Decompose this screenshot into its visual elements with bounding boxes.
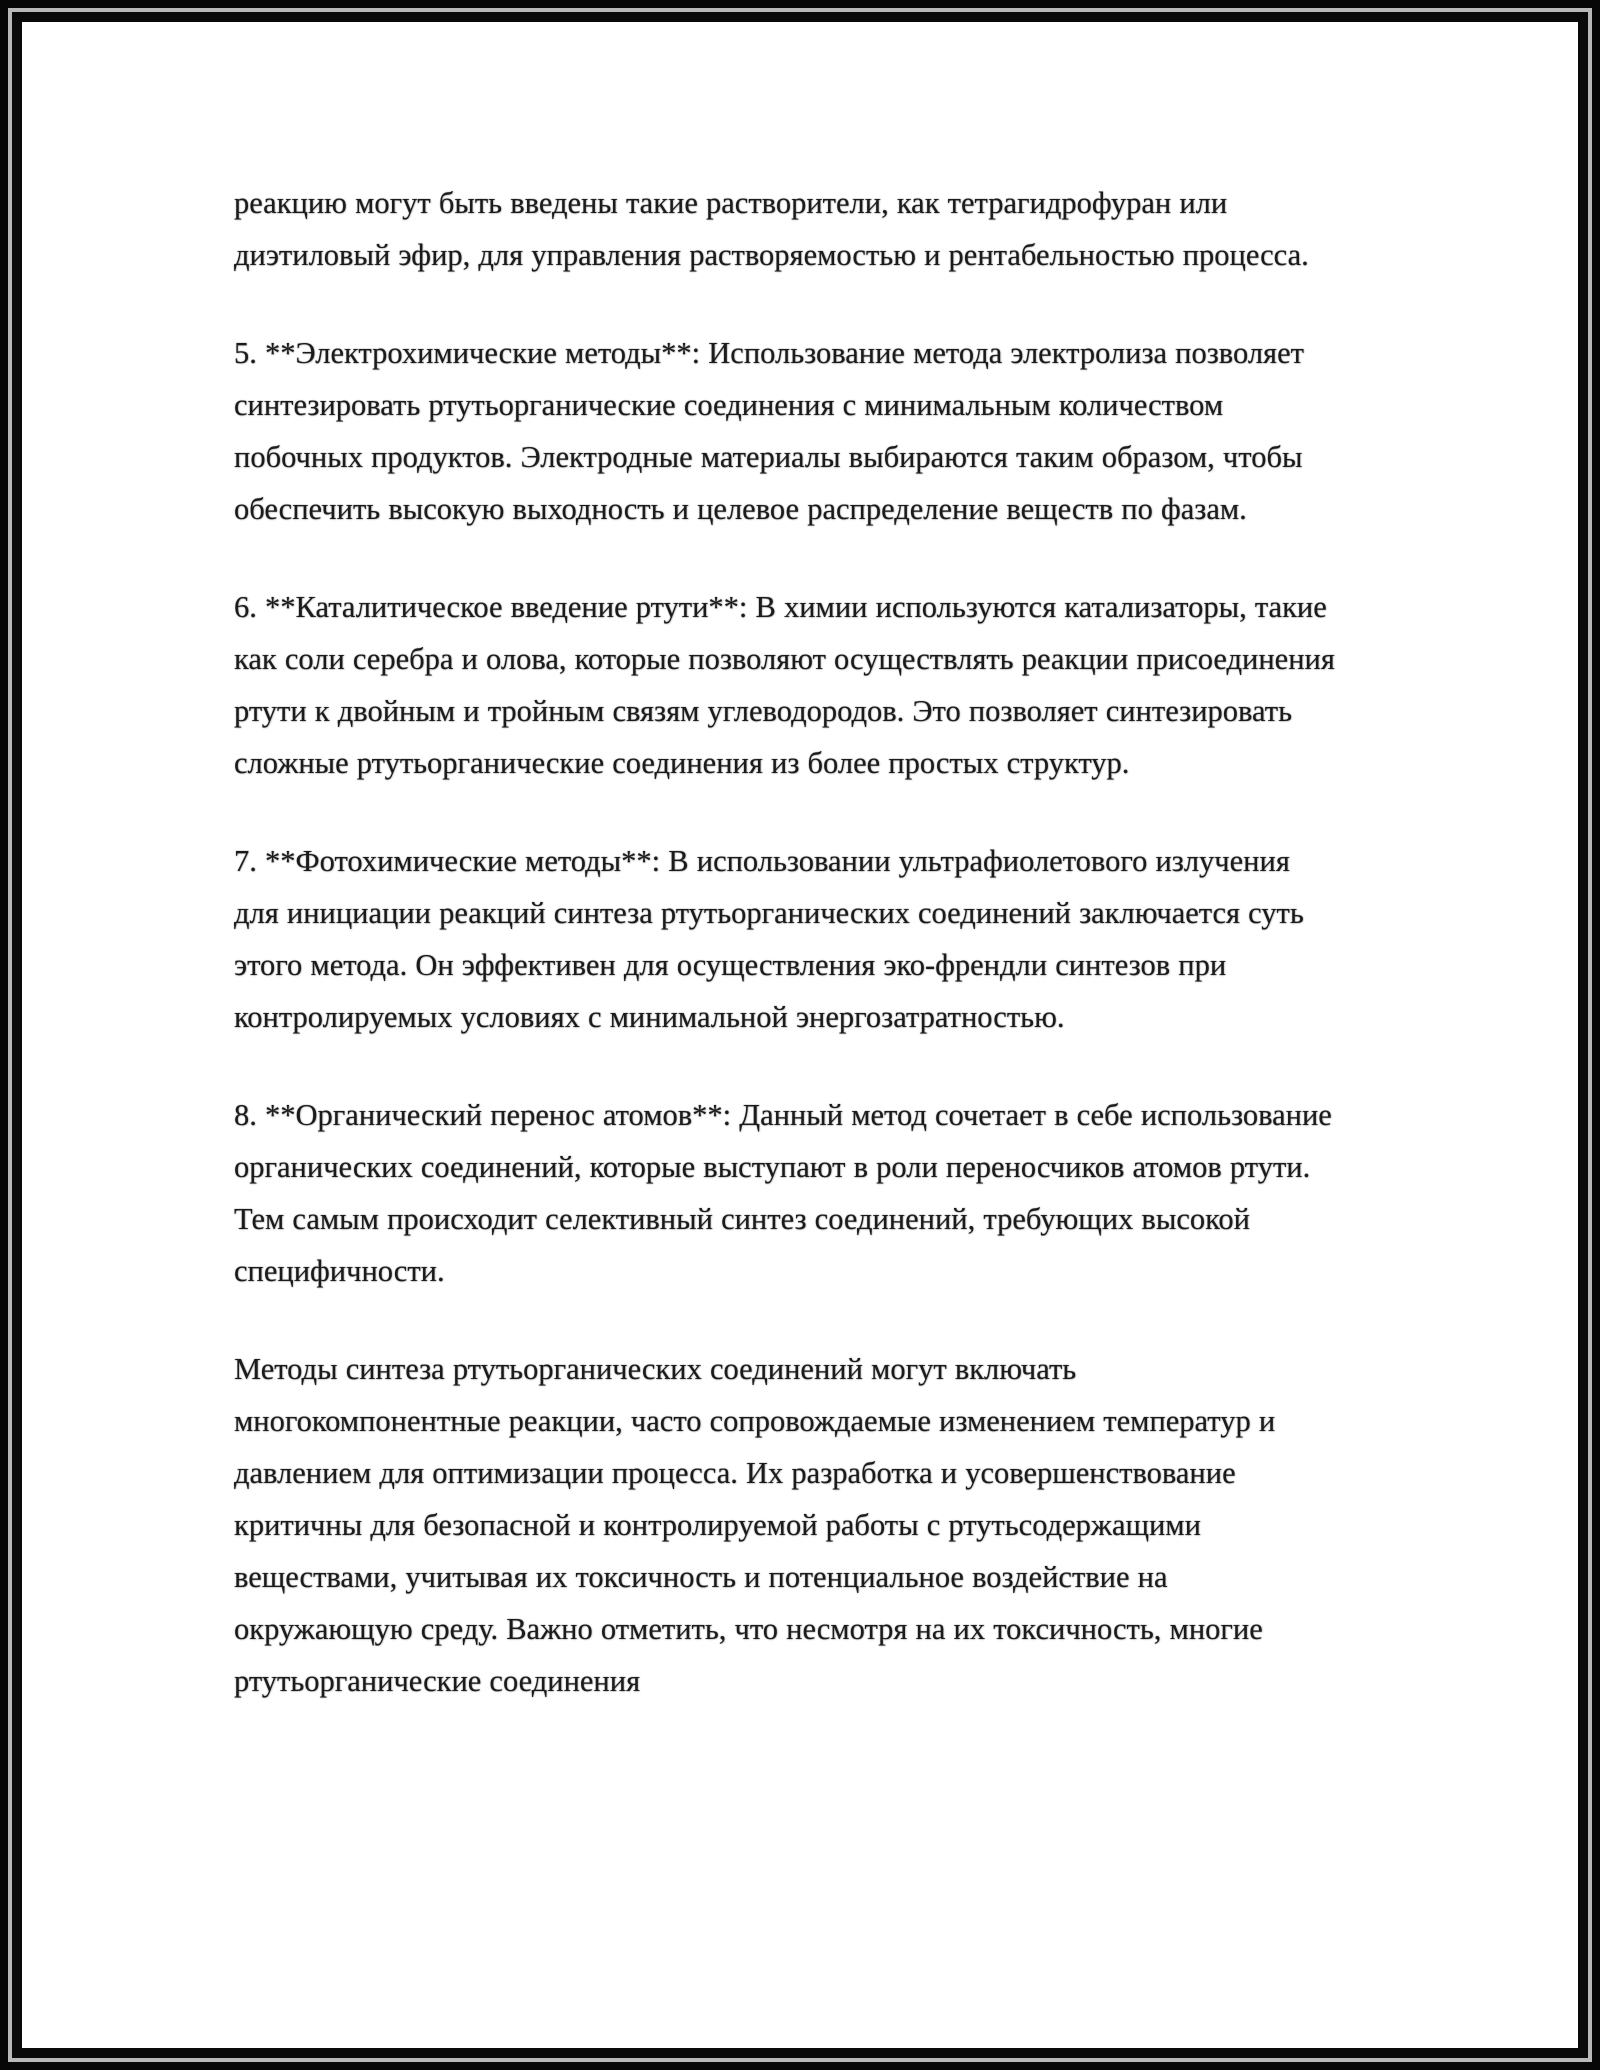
paragraph-continuation: реакцию могут быть введены такие растворители, как тетрагидрофуран или диэтиловый эфир, для управления растворяемостью и рентабельностью процесса. xyxy=(234,186,1309,272)
document-sheet xyxy=(22,22,1578,2048)
paragraph-item-8: 8. **Органический перенос атомов**: Данный метод сочетает в себе использование органических соединений, которые выступают в роли переносчиков атомов ртути. Тем самым происходит селективный синтез соединений, требующих высокой специфичности. xyxy=(234,1098,1332,1288)
paragraph-item-5: 5. **Электрохимические методы**: Использование метода электролиза позволяет синтезировать ртутьорганические соединения с минимальным количеством побочных продуктов. Электродные материалы выбираются таким образом, чтобы обеспечить высокую выходность и целевое распределение веществ по фазам. xyxy=(234,336,1304,526)
paragraph-item-7: 7. **Фотохимические методы**: В использовании ультрафиолетового излучения для инициации реакций синтеза ртутьорганических соединений заключается суть этого метода. Он эффективен для осуществления эко-френдли синтезов при контролируемых условиях с минимальной энергозатратностью. xyxy=(234,844,1304,1034)
document-text-body xyxy=(234,177,1339,1707)
paragraph-item-6: 6. **Каталитическое введение ртути**: В химии используются катализаторы, такие как соли серебра и олова, которые позволяют осуществлять реакции присоединения ртути к двойным и тройным связям углеводородов. Это позволяет синтезировать сложные ртутьорганические соединения из более простых структур. xyxy=(234,590,1335,780)
paragraph-closing: Методы синтеза ртутьорганических соединений могут включать многокомпонентные реакции, часто сопровождаемые изменением температур и давлением для оптимизации процесса. Их разработка и усовершенствование критичны для безопасной и контролируемой работы с ртутьсодержащими веществами, учитывая их токсичность и потенциальное воздействие на окружающую среду. Важно отметить, что несмотря на их токсичность, многие ртутьорганические соединения xyxy=(234,1352,1276,1698)
